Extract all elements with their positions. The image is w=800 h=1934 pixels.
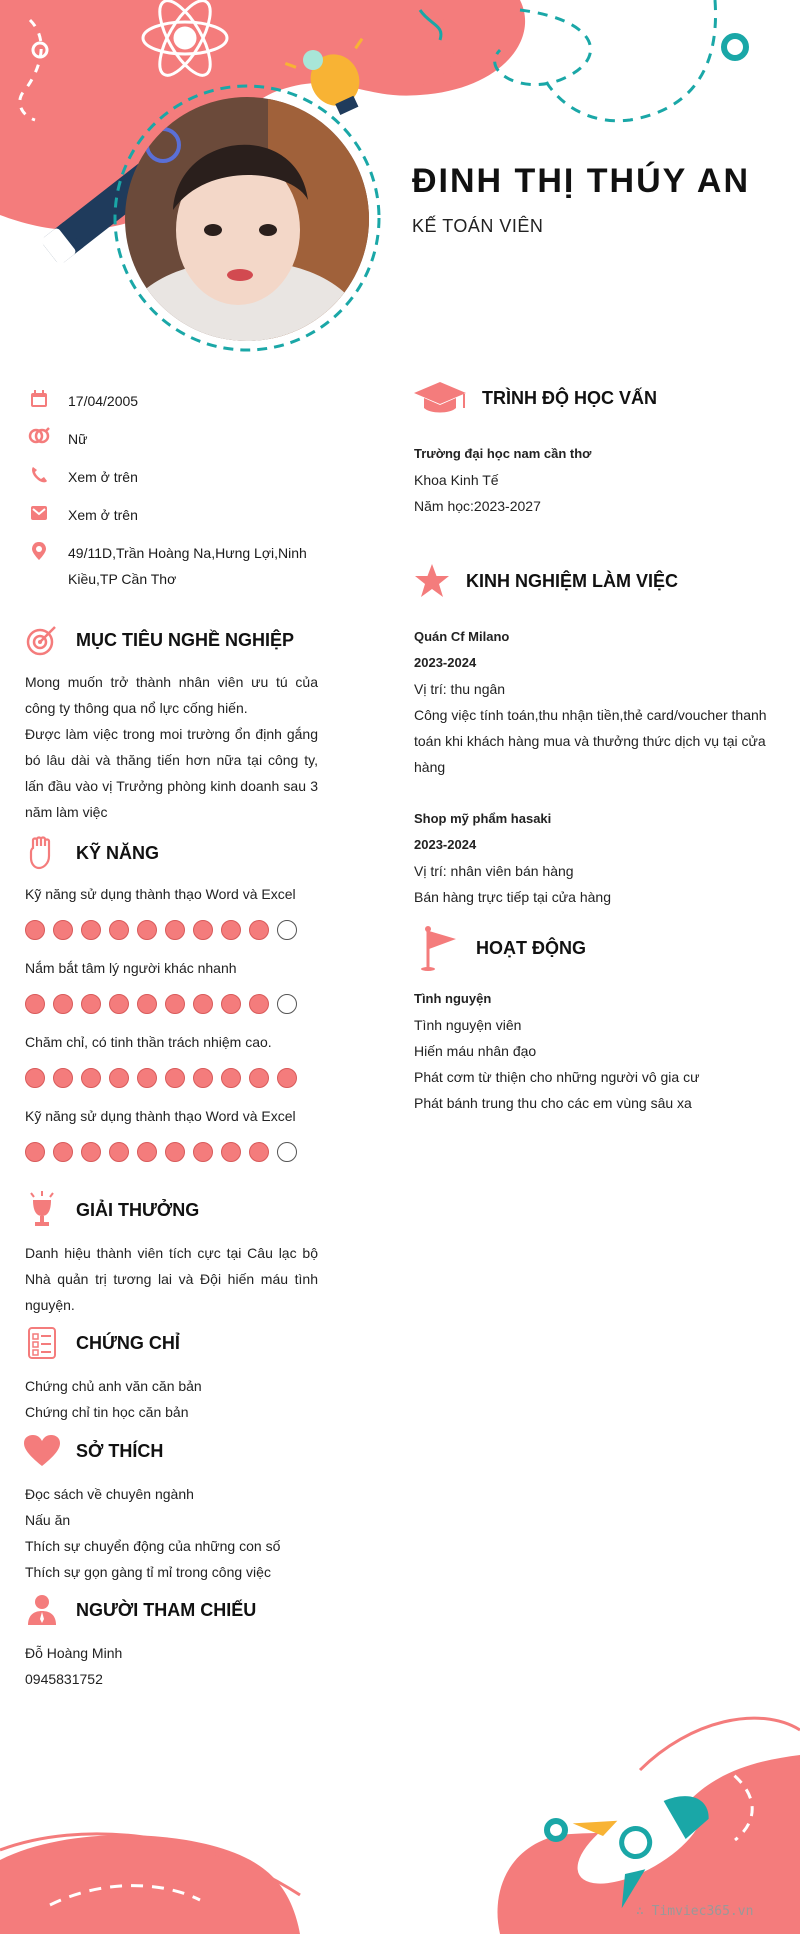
rating-dot-filled xyxy=(137,1068,157,1088)
rating-dot-empty xyxy=(277,920,297,940)
experience-job-2 xyxy=(414,806,779,910)
hobby-item: Nấu ăn xyxy=(25,1512,71,1528)
rating-dot-filled xyxy=(277,1068,297,1088)
objective-line: Mong muốn trở thành nhân viên ưu tú của công ty thông qua nổ lực cống hiến. xyxy=(25,674,318,716)
experience-section-header xyxy=(412,561,678,601)
phone-text: Xem ở trên xyxy=(68,469,138,485)
rating-dot-filled xyxy=(249,920,269,940)
school-years: Năm học:2023-2027 xyxy=(414,498,541,514)
rating-dot-filled xyxy=(249,1068,269,1088)
certificates-title: CHỨNG CHỈ xyxy=(76,1332,180,1353)
rating-dot-filled xyxy=(221,1142,241,1162)
rating-dot-filled xyxy=(109,994,129,1014)
objective-section-header xyxy=(22,620,294,660)
job-company: Shop mỹ phẩm hasaki xyxy=(414,811,552,826)
education-section-header xyxy=(412,378,657,418)
rating-dot-filled xyxy=(53,1142,73,1162)
education-title: TRÌNH ĐỘ HỌC VẤN xyxy=(482,387,657,408)
calendar-icon xyxy=(28,388,50,410)
rating-dot-filled xyxy=(25,994,45,1014)
job-position: Vị trí: thu ngân xyxy=(414,681,506,697)
gender-icon xyxy=(28,426,50,448)
info-gender xyxy=(28,426,308,452)
references-list xyxy=(25,1640,318,1692)
rating-dot-filled xyxy=(109,1068,129,1088)
rating-dot-filled xyxy=(53,994,73,1014)
rating-dot-filled xyxy=(137,920,157,940)
rating-dot-filled xyxy=(193,1068,213,1088)
activities-details xyxy=(414,986,779,1116)
rating-dot-filled xyxy=(193,920,213,940)
rating-dot-filled xyxy=(193,1142,213,1162)
job-period: 2023-2024 xyxy=(414,655,477,670)
objective-line: Được làm việc trong moi trường ổn định gắng bó lâu dài và thăng tiến hơn nữa tại công ty, lấn đầu vào vị Trưởng phòng kinh doanh sau 3 năm làm việc xyxy=(25,726,318,820)
skill-label: Kỹ năng sử dụng thành thạo Word và Excel xyxy=(25,1108,296,1124)
hobbies-title: SỞ THÍCH xyxy=(76,1440,164,1461)
skill-label: Chăm chỉ, có tinh thần trách nhiệm cao. xyxy=(25,1034,272,1050)
skills-title: KỸ NĂNG xyxy=(76,842,160,863)
skill-label: Nắm bắt tâm lý người khác nhanh xyxy=(25,960,237,976)
activity-item: Tình nguyện viên xyxy=(414,1017,522,1033)
rating-dot-filled xyxy=(25,1068,45,1088)
awards-text: Danh hiệu thành viên tích cực tại Câu lạc bộ Nhà quản trị tương lai và Đội hiến máu tình nguyện. xyxy=(25,1245,318,1313)
avatar-photo xyxy=(118,90,376,348)
rating-dot-filled xyxy=(137,994,157,1014)
job-description: Công việc tính toán,thu nhận tiền,thẻ card/voucher thanh toán khi khách hàng mua và thưởng thức dịch vụ tại cửa hàng xyxy=(414,707,767,775)
rating-dot-filled xyxy=(249,1142,269,1162)
rating-dot-empty xyxy=(277,1142,297,1162)
hobby-item: Thích sự chuyển động của những con số xyxy=(25,1538,281,1554)
rating-dot-filled xyxy=(81,1068,101,1088)
info-birthdate xyxy=(28,388,308,414)
rating-dot-filled xyxy=(165,1068,185,1088)
heart-icon xyxy=(22,1431,62,1471)
certificates-section-header xyxy=(22,1323,180,1363)
objective-title: MỤC TIÊU NGHỀ NGHIỆP xyxy=(76,629,295,650)
rating-dot-filled xyxy=(221,994,241,1014)
hobbies-list xyxy=(25,1481,318,1585)
email-icon xyxy=(28,502,50,524)
skill-rating xyxy=(25,1068,297,1088)
rating-dot-filled xyxy=(165,920,185,940)
birthdate-text: 17/04/2005 xyxy=(68,393,139,409)
hobby-item: Đọc sách về chuyên ngành xyxy=(25,1486,194,1502)
phone-icon xyxy=(28,464,50,486)
reference-name: Đỗ Hoàng Minh xyxy=(25,1645,123,1661)
trophy-icon xyxy=(22,1190,62,1230)
rating-dot-filled xyxy=(137,1142,157,1162)
rating-dot-filled xyxy=(53,920,73,940)
person-icon xyxy=(22,1590,62,1630)
job-company: Quán Cf Milano xyxy=(414,629,510,644)
skill-rating xyxy=(25,994,297,1014)
skills-section-header xyxy=(22,833,159,873)
references-section-header xyxy=(22,1590,256,1630)
rating-dot-filled xyxy=(109,1142,129,1162)
rating-dot-filled xyxy=(221,1068,241,1088)
job-position: Vị trí: nhân viên bán hàng xyxy=(414,863,574,879)
experience-title: KINH NGHIỆM LÀM VIỆC xyxy=(466,570,679,591)
rating-dot-filled xyxy=(221,920,241,940)
activity-item: Phát cơm từ thiện cho những người vô gia cư xyxy=(414,1069,700,1085)
hobbies-section-header xyxy=(22,1431,163,1471)
rating-dot-filled xyxy=(25,1142,45,1162)
certificates-list xyxy=(25,1373,318,1425)
target-icon xyxy=(22,620,62,660)
rating-dot-filled xyxy=(81,920,101,940)
info-address xyxy=(28,540,308,592)
certificate-item: Chứng chủ anh văn căn bản xyxy=(25,1378,202,1394)
activity-item: Hiến máu nhân đạo xyxy=(414,1043,537,1059)
rating-dot-filled xyxy=(81,1142,101,1162)
faculty: Khoa Kinh Tế xyxy=(414,472,499,488)
address-text: 49/11D,Trần Hoàng Na,Hưng Lợi,Ninh Kiều,TP Cần Thơ xyxy=(68,545,307,587)
school-name: Trường đại học nam cần thơ xyxy=(414,446,592,461)
job-period: 2023-2024 xyxy=(414,837,477,852)
activities-section-header xyxy=(412,928,586,968)
certificate-item: Chứng chỉ tin học căn bản xyxy=(25,1404,189,1420)
email-text: Xem ở trên xyxy=(68,507,138,523)
rating-dot-filled xyxy=(53,1068,73,1088)
candidate-name: ĐINH THỊ THÚY AN xyxy=(412,162,750,200)
awards-title: GIẢI THƯỞNG xyxy=(76,1199,200,1220)
info-email xyxy=(28,502,308,528)
checklist-icon xyxy=(22,1323,62,1363)
flag-icon xyxy=(412,928,462,968)
location-icon xyxy=(28,540,50,562)
info-phone xyxy=(28,464,308,490)
rating-dot-filled xyxy=(165,994,185,1014)
awards-section-header xyxy=(22,1190,199,1230)
references-title: NGƯỜI THAM CHIẾU xyxy=(76,1599,257,1620)
rating-dot-filled xyxy=(81,994,101,1014)
skill-rating xyxy=(25,920,297,940)
skill-rating xyxy=(25,1142,297,1162)
hobby-item: Thích sự gọn gàng tỉ mỉ trong công việc xyxy=(25,1564,271,1580)
watermark: ∴ Timviec365.vn xyxy=(636,1904,754,1919)
experience-job-1 xyxy=(414,624,779,780)
skill-label: Kỹ năng sử dụng thành thạo Word và Excel xyxy=(25,886,296,902)
rating-dot-filled xyxy=(25,920,45,940)
rating-dot-empty xyxy=(277,994,297,1014)
education-details xyxy=(414,441,784,519)
objective-text xyxy=(25,669,318,825)
rating-dot-filled xyxy=(109,920,129,940)
activities-title: HOẠT ĐỘNG xyxy=(476,937,586,958)
rating-dot-filled xyxy=(165,1142,185,1162)
reference-phone: 0945831752 xyxy=(25,1671,103,1687)
rating-dot-filled xyxy=(249,994,269,1014)
job-title: KẾ TOÁN VIÊN xyxy=(412,216,544,236)
graduation-cap-icon xyxy=(412,378,468,418)
job-description: Bán hàng trực tiếp tại cửa hàng xyxy=(414,889,611,905)
rating-dot-filled xyxy=(193,994,213,1014)
star-icon xyxy=(412,561,452,601)
activity-item: Phát bánh trung thu cho các em vùng sâu xa xyxy=(414,1095,692,1111)
fist-icon xyxy=(22,833,62,873)
activity-heading: Tình nguyện xyxy=(414,991,492,1006)
gender-text: Nữ xyxy=(68,431,88,447)
